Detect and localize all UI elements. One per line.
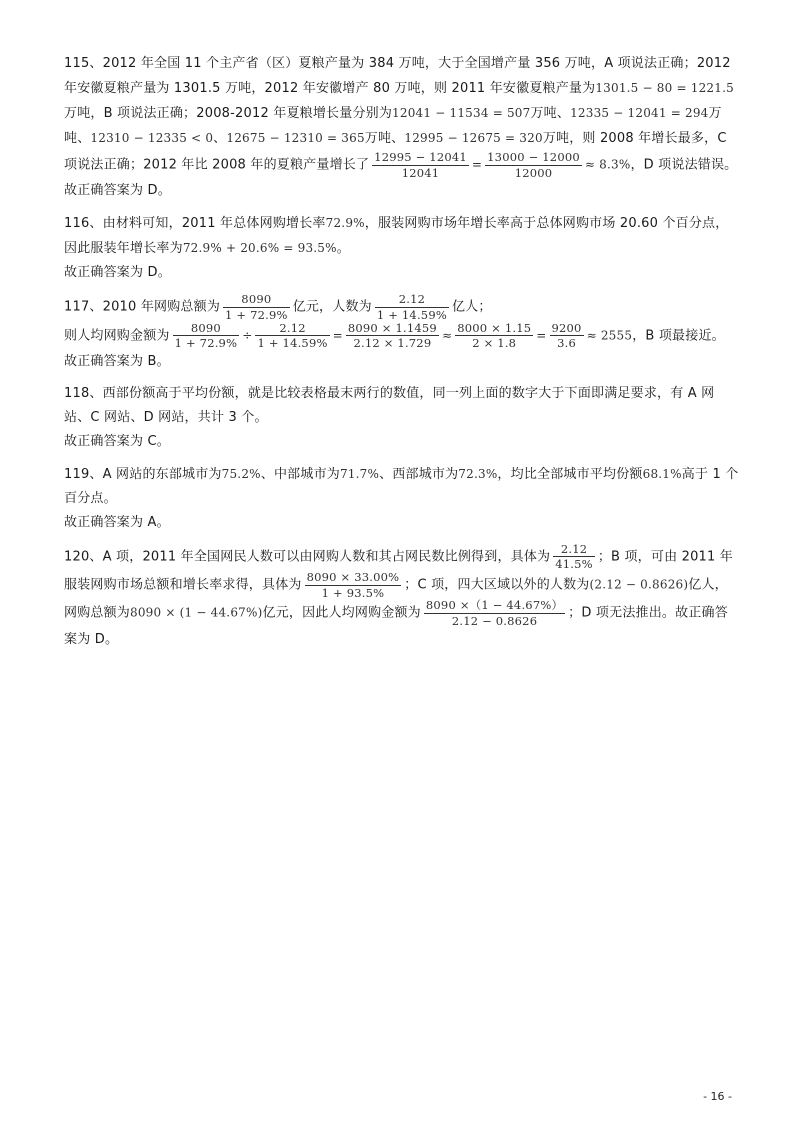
fraction-numerator: 13000 − 12000 <box>487 150 580 164</box>
q117-equals-2: = <box>536 328 547 343</box>
q115-text-2: 万吨，B 项说法正确；2008-2012 年夏粮增长量分别为 <box>64 106 393 121</box>
fraction-denominator: 41.5% <box>555 557 593 572</box>
fraction-denominator: 3.6 <box>557 336 576 351</box>
fraction-denominator: 1 + 93.5% <box>321 585 385 600</box>
q117-text-2: 亿元，人数为 <box>292 299 372 315</box>
fraction-numerator: 9200 <box>551 320 582 335</box>
fraction-numerator: 8000 × 1.15 <box>457 320 532 335</box>
q119-text-5: 高于 1 个百分点。 <box>64 466 739 506</box>
fraction-denominator: 1 + 14.59% <box>257 336 328 351</box>
q119-math-1: 75.2% <box>221 466 261 481</box>
q120-text-1: 120、A 项，2011 年全国网民人数可以由网购人数和其占网民数比例得到，具体为 <box>64 549 551 565</box>
paragraph-q117 <box>64 293 740 321</box>
fraction-denominator: 12000 <box>514 165 553 180</box>
q115-text-5: 、 <box>213 131 227 146</box>
fraction-numerator: 8090 × 1.1459 <box>347 320 437 335</box>
q116-math-2: 72.9% + 20.6% = 93.5% <box>182 241 337 256</box>
q117-fraction-2 <box>375 293 449 321</box>
document-page <box>64 52 740 652</box>
q117-answer: 故正确答案为 B。 <box>64 353 170 369</box>
q117-fraction-4 <box>255 322 329 350</box>
q119-math-3: 72.3% <box>458 466 498 481</box>
q115-text-6: 万吨、 <box>364 131 405 146</box>
q115-equals: = <box>471 157 483 172</box>
paragraph-q119 <box>64 462 740 511</box>
q117-fraction-5 <box>346 322 439 350</box>
q117-fraction-7 <box>550 322 584 350</box>
fraction-denominator: 2 × 1.8 <box>472 336 517 351</box>
q120-fraction-3 <box>424 599 565 627</box>
q120-text-5: 亿元，因此人均网购金额为 <box>262 606 421 622</box>
q117-text-4: 则人均网购金额为 <box>64 328 170 344</box>
fraction-denominator: 2.12 × 1.729 <box>353 336 432 351</box>
q115-math-6: 12995 − 12675 = 320 <box>404 131 543 145</box>
paragraph-q117-calc <box>64 322 740 350</box>
q115-fraction-2 <box>485 151 582 179</box>
q115-math-1: 1301.5 − 80 = 1221.5 <box>595 81 734 95</box>
q117-math-1: ≈ 2555 <box>586 328 633 343</box>
paragraph-q115 <box>64 52 740 179</box>
fraction-numerator: 2.12 <box>553 543 595 558</box>
paragraph-q120 <box>64 543 740 652</box>
q119-math-4: 68.1% <box>642 466 682 481</box>
q119-answer: 故正确答案为 A。 <box>64 514 170 530</box>
q115-math-5: 12675 − 12310 = 365 <box>226 131 365 145</box>
fraction-denominator: 1 + 14.59% <box>376 307 447 322</box>
q120-math-1: (2.12 − 0.8626) <box>589 577 689 592</box>
q116-math-1: 72.9% <box>325 216 365 231</box>
q120-text-4: 亿人，网购总额为 <box>64 577 728 622</box>
q119-text-1: 119、A 网站的东部城市为 <box>64 466 222 482</box>
q115-text-3: 万吨、 <box>530 106 571 121</box>
q120-text-2: ；B 项，可由 2011 年服装网购市场总额和增长率求得，具体为 <box>64 549 734 593</box>
q115-math-7: ≈ 8.3% <box>584 157 631 172</box>
q120-text-6: ；D 项无法推出。故正确答案为 D。 <box>64 606 728 647</box>
q117-fraction-1 <box>223 293 290 321</box>
q115-fraction-1 <box>372 151 469 179</box>
q115-text-4: 万吨、 <box>64 106 722 146</box>
fraction-denominator: 2.12 − 0.8626 <box>451 614 538 629</box>
q119-math-2: 71.7% <box>339 466 380 481</box>
q120-math-2: 8090 × (1 − 44.67%) <box>130 606 263 621</box>
fraction-denominator: 1 + 72.9% <box>225 307 288 322</box>
q116-text-3: 。 <box>336 241 350 257</box>
q120-fraction-1 <box>553 543 595 571</box>
q117-text-3: 亿人； <box>451 299 492 315</box>
fraction-numerator: 2.12 <box>375 293 449 308</box>
q117-text-5: ，B 项最接近。 <box>632 328 725 344</box>
q117-equals: = <box>332 328 343 343</box>
q117-divide: ÷ <box>242 328 253 343</box>
q119-text-4: ，均比全部城市平均份额 <box>497 466 643 482</box>
fraction-denominator: 1 + 72.9% <box>174 336 238 351</box>
fraction-numerator: 8090 × 33.00% <box>306 570 400 585</box>
q115-text-8: ，D 项说法错误。 <box>630 157 738 173</box>
q115-text-1: 115、2012 年全国 11 个主产省（区）夏粮产量为 384 万吨，大于全国增产量 356 万吨，A 项说法正确；2012 年安徽夏粮产量为 1301.5 万吨，2012 年安徽增产 80 万吨，则 2011 年安徽夏粮产量为 <box>64 56 731 96</box>
q120-fraction-2 <box>305 571 402 599</box>
q117-fraction-3 <box>173 322 240 350</box>
q116-answer: 故正确答案为 D。 <box>64 265 171 281</box>
q116-text-1: 116、由材料可知，2011 年总体网购增长率 <box>64 216 326 232</box>
q120-text-3: ；C 项，四大区域以外的人数为 <box>404 577 590 593</box>
q115-math-2: 12041 − 11534 = 507 <box>392 106 531 120</box>
paragraph-q118: 118、西部份额高于平均份额，就是比较表格最末两行的数值，同一列上面的数字大于下面即满足要求，有 A 网站、C 网站、D 网站，共计 3 个。 <box>64 385 715 425</box>
q115-math-4: 12310 − 12335 < 0 <box>90 131 214 145</box>
fraction-numerator: 8090 ×（1 − 44.67%） <box>425 598 564 613</box>
q116-text-2: ，服装网购市场年增长率高于总体网购市场 20.60 个百分点，因此服装年增长率为 <box>64 216 729 257</box>
page-number: - 16 - <box>703 1090 732 1103</box>
fraction-denominator: 12041 <box>401 165 440 180</box>
q117-approx: ≈ <box>441 328 453 343</box>
q119-text-2: 、中部城市为 <box>260 466 340 482</box>
q118-answer: 故正确答案为 C。 <box>64 433 171 449</box>
fraction-numerator: 8090 <box>173 322 240 337</box>
fraction-numerator: 12995 − 12041 <box>374 150 467 164</box>
q119-text-3: 、西部城市为 <box>379 466 459 482</box>
fraction-numerator: 2.12 <box>255 322 329 337</box>
q117-fraction-6 <box>455 322 533 350</box>
q115-text-7: 万吨，则 2008 年增长最多，C 项说法正确；2012 年比 2008 年的夏粮产量增长了 <box>64 131 727 173</box>
paragraph-q116 <box>64 211 740 261</box>
q115-math-3: 12335 − 12041 = 294 <box>570 106 709 120</box>
fraction-numerator: 8090 <box>223 293 290 308</box>
q115-answer: 故正确答案为 D。 <box>64 183 171 199</box>
q117-text-1: 117、2010 年网购总额为 <box>64 299 221 315</box>
